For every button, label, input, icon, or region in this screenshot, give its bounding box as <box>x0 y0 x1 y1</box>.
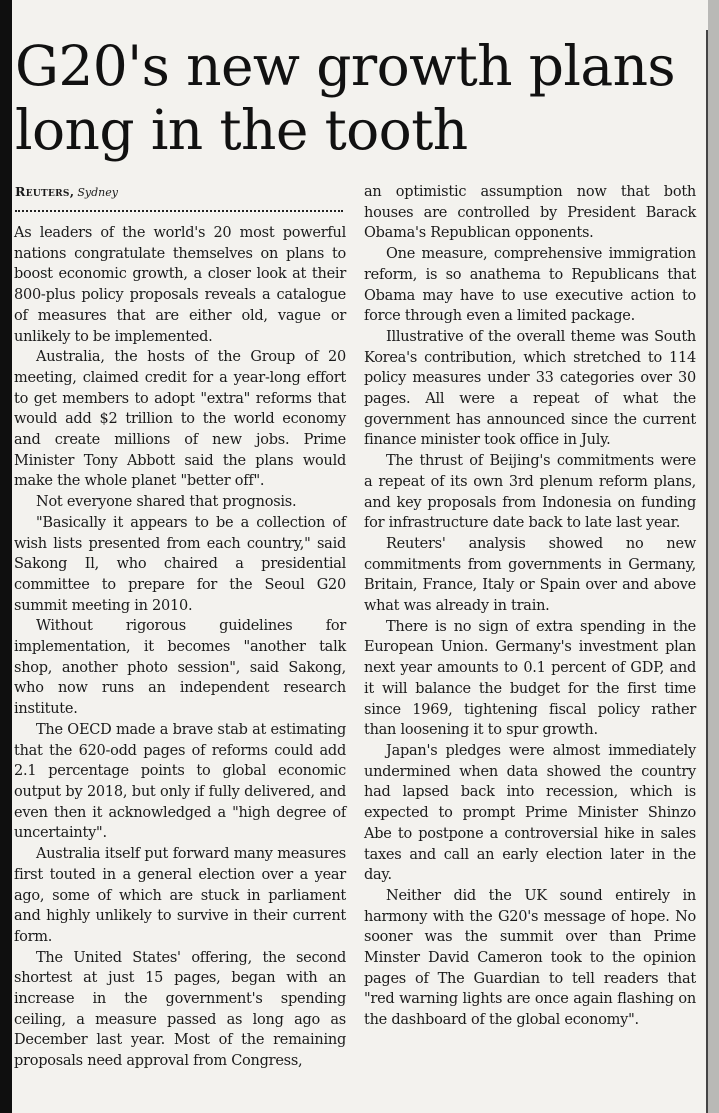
page-left-edge-shadow <box>0 0 12 1113</box>
paragraph: The OECD made a brave stab at estimating that the 620-odd pages of reforms could add 2.1 percentage points to global economic output by 2018, but only if fully delivered, and even then it acknowledged a "high degree of uncertainty". <box>14 721 346 842</box>
headline: G20's new growth plans long in the tooth <box>15 34 676 162</box>
paragraph: The United States' offering, the second shortest at just 15 pages, began with an increase in the government's spending ceiling, a measure passed as long ago as December last year. Most of the remaining proposals need approval from Congress, <box>14 949 346 1070</box>
paragraph: As leaders of the world's 20 most powerful nations congratulate themselves on plans to boost economic growth, a closer look at their 800-plus policy proposals reveals a catalogue of measures that are either old, vague or unlikely to be implemented. <box>14 225 346 345</box>
page-right-edge <box>708 0 719 1113</box>
byline-place: Sydney <box>77 186 118 199</box>
paragraph: Japan's pledges were almost immediately undermined when data showed the country had lapsed back into recession, which is expected to prompt Prime Minister Shinzo Abe to postpone a controversial hike in sales taxes and call an early election later in the day. <box>364 742 696 884</box>
paragraph: Not everyone shared that prognosis. <box>36 494 297 511</box>
paragraph: Neither did the UK sound entirely in harmony with the G20's message of hope. No sooner was the summit over than Prime Minster David Cameron took to the opinion pages of The Guardian to tell readers that "red warning lights are once again flashing on the dashboard of the global economy". <box>364 887 696 1029</box>
paragraph: The thrust of Beijing's commitments were a repeat of its own 3rd plenum reform plans, and key proposals from Indonesia on funding for infrastructure date back to late last year. <box>364 453 696 532</box>
paragraph: Australia itself put forward many measures first touted in a general election over a year ago, some of which are stuck in parliament and highly unlikely to survive in their current form. <box>14 846 346 945</box>
byline-dotted-rule <box>15 210 343 212</box>
paragraph: Illustrative of the overall theme was South Korea's contribution, which stretched to 114 policy measures under 33 categories over 30 pages. All were a repeat of what the government has announced since the current finance minister took office in July. <box>364 328 696 449</box>
paragraph: "Basically it appears to be a collection of wish lists presented from each country," said Sakong Il, who chaired a presidential committee to prepare for the Seoul G20 summit meeting in 2010. <box>14 514 346 614</box>
article-column-1 <box>14 223 346 1072</box>
paragraph: One measure, comprehensive immigration reform, is so anathema to Republicans that Obama may have to use executive action to force through even a limited package. <box>364 246 696 325</box>
paragraph: There is no sign of extra spending in the European Union. Germany's investment plan next year amounts to 0.1 percent of GDP, and it will balance the budget for the first time since 1969, tightening fiscal policy rather than loosening it to spur growth. <box>364 618 696 739</box>
byline <box>15 183 118 202</box>
byline-agency: Reuters, <box>15 184 75 199</box>
paragraph: Without rigorous guidelines for implementation, it becomes "another talk shop, another photo session", said Sakong, who now runs an independent research institute. <box>14 618 346 718</box>
paragraph: Reuters' analysis showed no new commitments from governments in Germany, Britain, France, Italy or Spain over and above what was already in train. <box>364 535 696 615</box>
article-column-2 <box>364 182 696 1031</box>
paragraph: an optimistic assumption now that both houses are controlled by President Barack Obama's Republican opponents. <box>364 184 696 242</box>
paragraph: Australia, the hosts of the Group of 20 meeting, claimed credit for a year-long effort to get members to adopt "extra" reforms that would add $2 trillion to the world economy and create millions of new jobs. Prime Minister Tony Abbott said the plans would make the whole planet "better off". <box>14 349 346 490</box>
page-fold-line <box>706 30 708 1113</box>
